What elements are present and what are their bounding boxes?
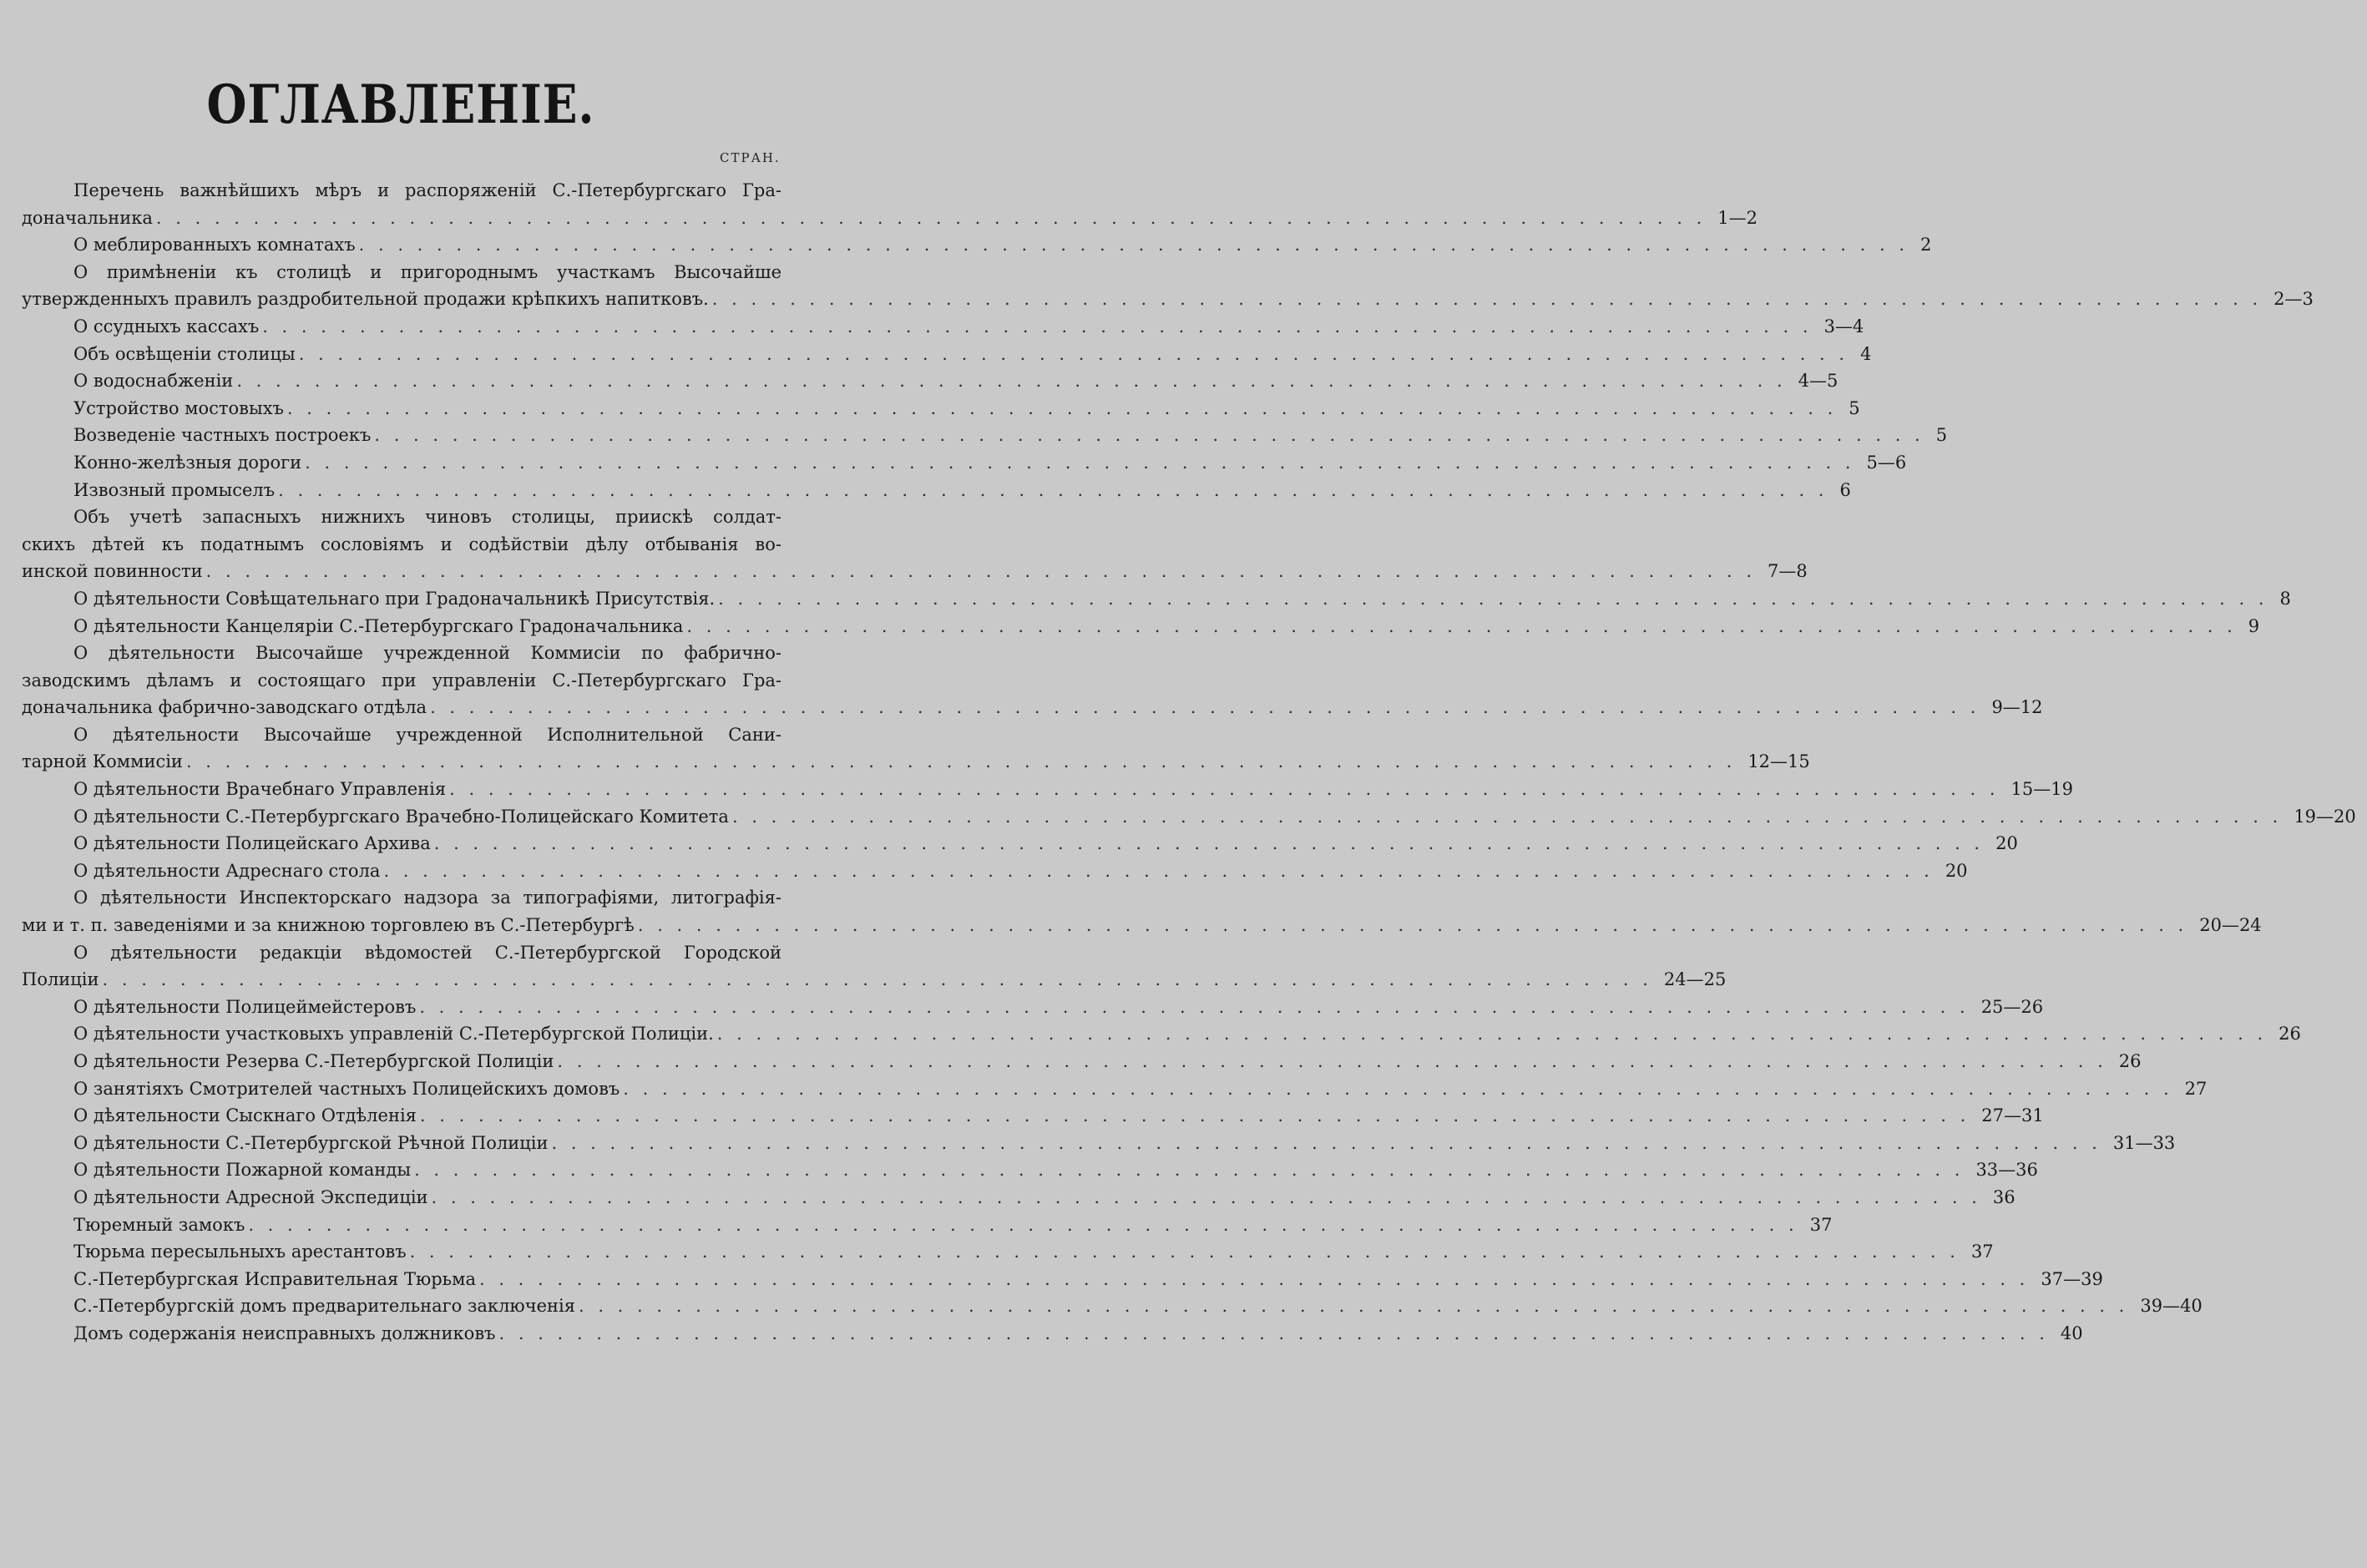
toc-entry-pages: 27 — [2184, 1078, 2208, 1099]
toc-entry-pages: 26 — [2278, 1024, 2301, 1044]
toc-entry-last-line — [22, 558, 1808, 585]
dot-leader: . . . . . . . . . . . . . . . . . . . . . . . . . . . . . . . . . . . . . . . . . . . . . . . . . . . . . . . . . . . . . . . . . . . . . . . . . . . . . . . . — [102, 969, 1652, 990]
toc-entry-pages: 8 — [2279, 588, 2291, 609]
toc-entry-text: О дѣятельности Совѣщательнаго при Градоначальникѣ Присутствія. — [73, 588, 716, 609]
dot-leader: . . . . . . . . . . . . . . . . . . . . . . . . . . . . . . . . . . . . . . . . . . . . . . . . . . . . . . . . . . . . . . . . . . . . . . . . . . . . . . . . — [430, 697, 1980, 718]
dot-leader: . . . . . . . . . . . . . . . . . . . . . . . . . . . . . . . . . . . . . . . . . . . . . . . . . . . . . . . . . . . . . . . . . . . . . . . . . . . . . . . . — [278, 479, 1828, 500]
toc-entry-last-line — [22, 748, 1810, 776]
toc-entry-last-line — [22, 449, 1907, 477]
toc-entry-pages: 3—4 — [1823, 316, 1864, 336]
dot-leader: . . . . . . . . . . . . . . . . . . . . . . . . . . . . . . . . . . . . . . . . . . . . . . . . . . . . . . . . . . . . . . . . . . . . . . . . . . . . . . . . — [623, 1078, 2173, 1099]
toc-entry — [22, 803, 2356, 831]
toc-entry-text: О дѣятельности Адреснаго стола — [73, 860, 381, 881]
toc-entry — [22, 994, 2044, 1021]
toc-entry-last-line — [22, 912, 2262, 939]
dot-leader: . . . . . . . . . . . . . . . . . . . . . . . . . . . . . . . . . . . . . . . . . . . . . . . . . . . . . . . . . . . . . . . . . . . . . . . . . . . . . . . . — [711, 289, 2263, 310]
toc-entry — [22, 1102, 2044, 1130]
toc-entry-text: О меблированныхъ комнатахъ — [73, 235, 356, 255]
dot-leader: . . . . . . . . . . . . . . . . . . . . . . . . . . . . . . . . . . . . . . . . . . . . . . . . . . . . . . . . . . . . . . . . . . . . . . . . . . . . . . . . — [155, 207, 1707, 228]
dot-leader: . . . . . . . . . . . . . . . . . . . . . . . . . . . . . . . . . . . . . . . . . . . . . . . . . . . . . . . . . . . . . . . . . . . . . . . . . . . . . . . . — [431, 1186, 1981, 1207]
toc-entry-last-line — [22, 1320, 2083, 1348]
dot-leader: . . . . . . . . . . . . . . . . . . . . . . . . . . . . . . . . . . . . . . . . . . . . . . . . . . . . . . . . . . . . . . . . . . . . . . . . . . . . . . . . — [358, 235, 1909, 255]
toc-entry-pages: 20—24 — [2199, 915, 2262, 936]
toc-entry-pages: 31—33 — [2112, 1132, 2176, 1153]
toc-entry-text: О дѣятельности С.-Петербургскаго Врачебно-Полицейскаго Комитета — [73, 806, 729, 827]
toc-entry-last-line — [22, 1238, 1994, 1266]
dot-leader: . . . . . . . . . . . . . . . . . . . . . . . . . . . . . . . . . . . . . . . . . . . . . . . . . . . . . . . . . . . . . . . . . . . . . . . . . . . . . . . . — [557, 1051, 2107, 1071]
toc-entry-last-line — [22, 1184, 2015, 1211]
toc-entry-last-line — [22, 776, 2073, 803]
toc-entry — [22, 1211, 1833, 1239]
toc-entry-text: О дѣятельности Пожарной команды — [73, 1160, 412, 1181]
toc-entry-last-line — [22, 1102, 2044, 1130]
toc-entry-pages: 9 — [2248, 615, 2260, 636]
toc-entry-pages: 4 — [1860, 343, 1872, 364]
toc-entry-pages: 12—15 — [1747, 751, 1810, 772]
toc-entry-pages: 40 — [2060, 1323, 2083, 1343]
toc-entry — [22, 503, 1808, 585]
toc-entry — [22, 477, 1851, 504]
toc-entry-pages: 27—31 — [1981, 1105, 2044, 1126]
toc-entry-text: О ссудныхъ кассахъ — [73, 316, 260, 336]
toc-entry-text: С.-Петербургская Исправительная Тюрьма — [73, 1268, 476, 1289]
toc-entry — [22, 341, 1872, 368]
toc-entry-last-line — [22, 694, 2043, 721]
toc-entry-last-line — [22, 205, 1758, 232]
toc-entry-pages: 5 — [1935, 425, 1948, 446]
toc-entry — [22, 585, 2291, 613]
toc-entry-text: О дѣятельности Канцеляріи С.-Петербургскаго Градоначальника — [73, 615, 684, 636]
toc-entry-last-line — [22, 1156, 2038, 1184]
toc-entry-pages: 37 — [1970, 1242, 1994, 1262]
toc-entry-pages: 37—39 — [2041, 1268, 2103, 1289]
toc-entry-text: С.-Петербургскій домъ предварительнаго заключенія — [73, 1296, 575, 1317]
toc-entry-pages: 5 — [1849, 397, 1860, 418]
toc-entry-text: О дѣятельности Адресной Экспедиціи — [73, 1186, 428, 1207]
dot-leader: . . . . . . . . . . . . . . . . . . . . . . . . . . . . . . . . . . . . . . . . . . . . . . . . . . . . . . . . . . . . . . . . . . . . . . . . . . . . . . . . — [419, 996, 1970, 1017]
toc-entry — [22, 1075, 2208, 1103]
toc-entry-text: тарной Коммисіи — [22, 751, 183, 772]
toc-entry-last-line — [22, 367, 1838, 395]
toc-entry — [22, 177, 1758, 231]
dot-leader: . . . . . . . . . . . . . . . . . . . . . . . . . . . . . . . . . . . . . . . . . . . . . . . . . . . . . . . . . . . . . . . . . . . . . . . . . . . . . . . . — [414, 1160, 1965, 1181]
toc-entry — [22, 939, 1727, 994]
toc-entry-last-line — [22, 994, 2044, 1021]
toc-entry — [22, 449, 1907, 477]
dot-leader: . . . . . . . . . . . . . . . . . . . . . . . . . . . . . . . . . . . . . . . . . . . . . . . . . . . . . . . . . . . . . . . . . . . . . . . . . . . . . . . . — [637, 915, 2188, 936]
toc-entry-text: О дѣятельности Резерва С.-Петербургской Полиціи — [73, 1051, 554, 1071]
toc-entry-text: О дѣятельности Врачебнаго Управленія — [73, 779, 447, 800]
toc-entry-pages: 4—5 — [1798, 371, 1838, 392]
toc-entry-pages: 9—12 — [1991, 697, 2043, 718]
toc-entry-text: Возведеніе частныхъ построекъ — [73, 425, 372, 446]
toc-entry-last-line — [22, 857, 1968, 885]
toc-entry-text: О занятіяхъ Смотрителей частныхъ Полицейскихъ домовъ — [73, 1078, 620, 1099]
toc-entry-last-line — [22, 422, 1948, 449]
dot-leader: . . . . . . . . . . . . . . . . . . . . . . . . . . . . . . . . . . . . . . . . . . . . . . . . . . . . . . . . . . . . . . . . . . . . . . . . . . . . . . . . — [185, 751, 1737, 772]
toc-entry — [22, 776, 2073, 803]
toc-entry — [22, 613, 2260, 640]
toc-entry-text: Тюрьма пересыльныхъ арестантовъ — [73, 1242, 407, 1262]
toc-entry — [22, 367, 1838, 395]
toc-entry-last-line — [22, 1130, 2176, 1157]
toc-entry — [22, 1184, 2015, 1211]
dot-leader: . . . . . . . . . . . . . . . . . . . . . . . . . . . . . . . . . . . . . . . . . . . . . . . . . . . . . . . . . . . . . . . . . . . . . . . . . . . . . . . . — [578, 1296, 2129, 1317]
toc-entry-text: Тюремный замокъ — [73, 1214, 245, 1235]
toc-entry-text: заводскимъ дѣламъ и состоящаго при управленіи С.-Петербургскаго Гра- — [22, 670, 781, 690]
dot-leader: . . . . . . . . . . . . . . . . . . . . . . . . . . . . . . . . . . . . . . . . . . . . . . . . . . . . . . . . . . . . . . . . . . . . . . . . . . . . . . . . — [449, 779, 2000, 800]
toc-entry-last-line — [22, 395, 1860, 422]
toc-entry-text: О дѣятельности Сыскнаго Отдѣленія — [73, 1105, 417, 1126]
dot-leader: . . . . . . . . . . . . . . . . . . . . . . . . . . . . . . . . . . . . . . . . . . . . . . . . . . . . . . . . . . . . . . . . . . . . . . . . . . . . . . . . — [262, 316, 1813, 336]
dot-leader: . . . . . . . . . . . . . . . . . . . . . . . . . . . . . . . . . . . . . . . . . . . . . . . . . . . . . . . . . . . . . . . . . . . . . . . . . . . . . . . . — [731, 806, 2283, 827]
dot-leader: . . . . . . . . . . . . . . . . . . . . . . . . . . . . . . . . . . . . . . . . . . . . . . . . . . . . . . . . . . . . . . . . . . . . . . . . . . . . . . . . — [716, 1024, 2268, 1044]
toc-entry-text: О дѣятельности С.-Петербургской Рѣчной Полиціи — [73, 1132, 549, 1153]
toc-entry — [22, 1292, 2203, 1320]
toc-entry-text: ми и т. п. заведеніями и за книжною торговлею въ С.-Петербургѣ — [22, 915, 635, 936]
toc-entry-text: Конно-желѣзныя дороги — [73, 452, 302, 473]
toc-entry-text: Объ освѣщеніи столицы — [73, 343, 296, 364]
toc-entry-pages: 19—20 — [2294, 806, 2356, 827]
toc-entry-pages: 6 — [1839, 479, 1851, 500]
toc-entry-pages: 2 — [1920, 235, 1932, 255]
dot-leader: . . . . . . . . . . . . . . . . . . . . . . . . . . . . . . . . . . . . . . . . . . . . . . . . . . . . . . . . . . . . . . . . . . . . . . . . . . . . . . . . — [551, 1132, 2101, 1153]
dot-leader: . . . . . . . . . . . . . . . . . . . . . . . . . . . . . . . . . . . . . . . . . . . . . . . . . . . . . . . . . . . . . . . . . . . . . . . . . . . . . . . . — [305, 452, 1855, 473]
toc-entry-text: доначальника фабрично-заводскаго отдѣла — [22, 697, 427, 718]
toc-entry-pages: 24—25 — [1663, 969, 1727, 990]
toc-entry-last-line — [22, 1020, 2301, 1048]
toc-entry-pages: 37 — [1809, 1214, 1833, 1235]
toc-entry — [22, 830, 2018, 857]
toc-entry-text: скихъ дѣтей къ податнымъ сословіямъ и содѣйствіи дѣлу отбыванія во- — [22, 534, 781, 554]
toc-entry — [22, 313, 1864, 341]
toc-entry — [22, 1020, 2301, 1048]
dot-leader: . . . . . . . . . . . . . . . . . . . . . . . . . . . . . . . . . . . . . . . . . . . . . . . . . . . . . . . . . . . . . . . . . . . . . . . . . . . . . . . . — [205, 561, 1757, 582]
toc-entry — [22, 259, 2314, 313]
dot-leader: . . . . . . . . . . . . . . . . . . . . . . . . . . . . . . . . . . . . . . . . . . . . . . . . . . . . . . . . . . . . . . . . . . . . . . . . . . . . . . . . — [286, 397, 1838, 418]
page-column-header: СТРАН. — [720, 150, 781, 165]
dot-leader: . . . . . . . . . . . . . . . . . . . . . . . . . . . . . . . . . . . . . . . . . . . . . . . . . . . . . . . . . . . . . . . . . . . . . . . . . . . . . . . . — [248, 1214, 1798, 1235]
toc-entry — [22, 884, 2262, 938]
dot-leader: . . . . . . . . . . . . . . . . . . . . . . . . . . . . . . . . . . . . . . . . . . . . . . . . . . . . . . . . . . . . . . . . . . . . . . . . . . . . . . . . — [686, 615, 2237, 636]
toc-entry-pages: 26 — [2118, 1051, 2142, 1071]
toc-entry — [22, 1130, 2176, 1157]
toc-entry — [22, 640, 2043, 721]
toc-entry-pages: 15—19 — [2010, 779, 2073, 800]
toc-entry-last-line — [22, 477, 1851, 504]
toc-entry-text: Объ учетѣ запасныхъ нижнихъ чиновъ столицы, приискѣ солдат- — [73, 507, 781, 528]
dot-leader: . . . . . . . . . . . . . . . . . . . . . . . . . . . . . . . . . . . . . . . . . . . . . . . . . . . . . . . . . . . . . . . . . . . . . . . . . . . . . . . . — [298, 343, 1849, 364]
toc-entry-pages: 36 — [1992, 1186, 2015, 1207]
toc-entry-text: О примѣненіи къ столицѣ и пригороднымъ участкамъ Высочайше — [73, 261, 781, 282]
toc-entry-pages: 25—26 — [1980, 996, 2044, 1017]
toc-entry-text: О дѣятельности Высочайше учрежденной Коммисіи по фабрично- — [73, 643, 781, 664]
toc-entry-text: Извозный промыселъ — [73, 479, 276, 500]
toc-entry-text: Устройство мостовыхъ — [73, 397, 284, 418]
dot-leader: . . . . . . . . . . . . . . . . . . . . . . . . . . . . . . . . . . . . . . . . . . . . . . . . . . . . . . . . . . . . . . . . . . . . . . . . . . . . . . . . — [478, 1268, 2030, 1289]
toc-entry-pages: 39—40 — [2140, 1296, 2203, 1317]
toc-entry-last-line — [22, 1048, 2142, 1075]
dot-leader: . . . . . . . . . . . . . . . . . . . . . . . . . . . . . . . . . . . . . . . . . . . . . . . . . . . . . . . . . . . . . . . . . . . . . . . . . . . . . . . . — [433, 833, 1985, 854]
toc-entry-text: Полиціи — [22, 969, 99, 990]
toc-entry-last-line — [22, 966, 1727, 994]
toc-entry-last-line — [22, 1266, 2103, 1293]
toc-entry-text: О водоснабженіи — [73, 371, 234, 392]
toc-entry-text: инской повинности — [22, 561, 203, 582]
toc-entry — [22, 1320, 2083, 1348]
toc-entry-text: доначальника — [22, 207, 153, 228]
toc-entry — [22, 1266, 2103, 1293]
toc-entry-pages: 7—8 — [1768, 561, 1808, 582]
dot-leader: . . . . . . . . . . . . . . . . . . . . . . . . . . . . . . . . . . . . . . . . . . . . . . . . . . . . . . . . . . . . . . . . . . . . . . . . . . . . . . . . — [419, 1105, 1970, 1126]
toc-entry-pages: 5—6 — [1866, 452, 1907, 473]
dot-leader: . . . . . . . . . . . . . . . . . . . . . . . . . . . . . . . . . . . . . . . . . . . . . . . . . . . . . . . . . . . . . . . . . . . . . . . . . . . . . . . . — [383, 860, 1934, 881]
toc-entry-pages: 1—2 — [1717, 207, 1758, 228]
toc-entry-pages: 20 — [1995, 833, 2018, 854]
dot-leader: . . . . . . . . . . . . . . . . . . . . . . . . . . . . . . . . . . . . . . . . . . . . . . . . . . . . . . . . . . . . . . . . . . . . . . . . . . . . . . . . — [498, 1323, 2049, 1343]
toc-entry-text: О дѣятельности редакціи вѣдомостей С.-Петербургской Городской — [73, 942, 781, 963]
toc-entry-pages: 20 — [1945, 860, 1968, 881]
toc-entry-last-line — [22, 613, 2260, 640]
toc-entry-text: О дѣятельности Полицеймейстеровъ — [73, 996, 417, 1017]
toc-entry-text: О дѣятельности Полицейскаго Архива — [73, 833, 431, 854]
dot-leader: . . . . . . . . . . . . . . . . . . . . . . . . . . . . . . . . . . . . . . . . . . . . . . . . . . . . . . . . . . . . . . . . . . . . . . . . . . . . . . . . — [718, 588, 2268, 609]
toc-entry-pages: 2—3 — [2273, 289, 2314, 310]
toc-entry-last-line — [22, 286, 2314, 313]
dot-leader: . . . . . . . . . . . . . . . . . . . . . . . . . . . . . . . . . . . . . . . . . . . . . . . . . . . . . . . . . . . . . . . . . . . . . . . . . . . . . . . . — [236, 371, 1787, 392]
page-title: ОГЛАВЛЕНІЕ. — [206, 73, 595, 136]
toc-entry-last-line — [22, 585, 2291, 613]
toc-entry — [22, 1156, 2038, 1184]
toc-entry-text: О дѣятельности Инспекторскаго надзора за типографіями, литографія- — [73, 888, 781, 908]
toc-entry — [22, 721, 1810, 776]
toc-entry-text: О дѣятельности Высочайше учрежденной Исполнительной Сани- — [73, 724, 781, 745]
toc-entry-text: О дѣятельности участковыхъ управленій С.-Петербургской Полиціи. — [73, 1024, 714, 1044]
toc-entry — [22, 422, 1948, 449]
toc-entry — [22, 395, 1860, 422]
toc-entry — [22, 1238, 1994, 1266]
toc-entry-last-line — [22, 1292, 2203, 1320]
toc-entry-last-line — [22, 830, 2018, 857]
table-of-contents — [22, 177, 2356, 1348]
dot-leader: . . . . . . . . . . . . . . . . . . . . . . . . . . . . . . . . . . . . . . . . . . . . . . . . . . . . . . . . . . . . . . . . . . . . . . . . . . . . . . . . — [374, 425, 1924, 446]
toc-entry-last-line — [22, 313, 1864, 341]
toc-entry — [22, 1048, 2142, 1075]
toc-entry-last-line — [22, 231, 1932, 259]
toc-entry — [22, 231, 1932, 259]
toc-entry-pages: 33—36 — [1975, 1160, 2038, 1181]
toc-entry-text: Перечень важнѣйшихъ мѣръ и распоряженій С.-Петербургскаго Гра- — [73, 180, 781, 200]
toc-entry-last-line — [22, 341, 1872, 368]
dot-leader: . . . . . . . . . . . . . . . . . . . . . . . . . . . . . . . . . . . . . . . . . . . . . . . . . . . . . . . . . . . . . . . . . . . . . . . . . . . . . . . . — [409, 1242, 1960, 1262]
toc-entry — [22, 857, 1968, 885]
toc-entry-text: Домъ содержанія неисправныхъ должниковъ — [73, 1323, 496, 1343]
toc-entry-last-line — [22, 803, 2356, 831]
toc-entry-last-line — [22, 1075, 2208, 1103]
toc-entry-last-line — [22, 1211, 1833, 1239]
toc-entry-text: утвержденныхъ правилъ раздробительной продажи крѣпкихъ напитковъ. — [22, 289, 709, 310]
